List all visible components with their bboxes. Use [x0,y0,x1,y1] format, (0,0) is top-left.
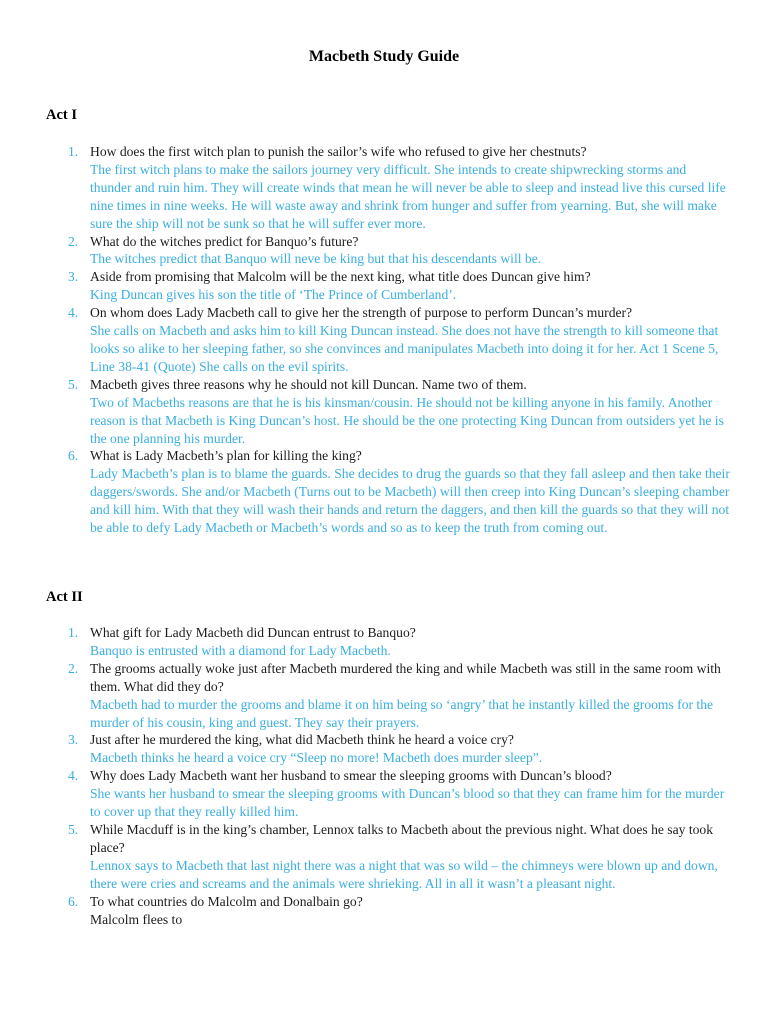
list-item [66,893,730,929]
list-item [66,624,730,660]
answer-text: Malcolm flees to [90,911,183,927]
answer-text: King Duncan gives his son the title of ‘The Prince of Cumberland’. [90,287,457,303]
question-text: What do the witches predict for Banquo’s future? [90,233,359,249]
answer-text: Banquo is entrusted with a diamond for Lady Macbeth. [90,642,391,658]
item-number: 6. [68,448,79,464]
question-text: While Macduff is in the king’s chamber, Lennox talks to Macbeth about the previous night. What does he say took place? [90,821,713,855]
question-text: Aside from promising that Malcolm will be the next king, what title does Duncan give him? [90,269,591,285]
list-item [66,660,730,732]
answer-text: She calls on Macbeth and asks him to kill King Duncan instead. She does not have the strength to kill someone that looks so alike to her sleeping father, so she convinces and manipulates Macbeth into doing it for her. Act 1 Scene 5, Line 38-41 (Quote) She calls on the evil spirits. [90,323,719,374]
question-text: What gift for Lady Macbeth did Duncan entrust to Banquo? [90,625,416,640]
act-heading: Act I [46,107,78,123]
question-text: How does the first witch plan to punish the sailor’s wife who refused to give her chestnuts? [90,144,587,159]
item-number: 4. [68,305,79,321]
answer-text: Macbeth thinks he heard a voice cry “Sleep no more! Macbeth does murder sleep”. [90,750,543,766]
list-item [66,731,730,767]
question-text: To what countries do Malcolm and Donalbain go? [90,893,363,909]
answer-text: Two of Macbeths reasons are that he is his kinsman/cousin. He should not be killing anyone in his family. Another reason is that Macbeth is King Duncan’s host. He should be the one protecting King Duncan from outsiders yet he is the one planning his murder. [90,394,724,446]
answer-text: Lady Macbeth’s plan is to blame the guards. She decides to drug the guards so that they fall asleep and then take their daggers/swords. She and/or Macbeth (Turns out to be Macbeth) will then creep into King Duncan’s sleeping chamber and kill him. With that they will wash their hands and return the daggers, and then kill the guards so that they will not be able to defy Lady Macbeth or Macbeth’s words and so as to keep the truth from coming out. [90,466,730,536]
question-text: What is Lady Macbeth’s plan for killing the king? [90,448,362,464]
list-item [66,376,730,448]
item-number: 1. [68,625,79,640]
question-list [66,624,730,928]
page-title: Macbeth Study Guide [308,48,460,65]
item-number: 4. [68,768,79,784]
list-item [66,821,730,893]
answer-text: The witches predict that Banquo will neve be king but that his descendants will be. [90,251,542,267]
question-text: Macbeth gives three reasons why he should not kill Duncan. Name two of them. [90,376,527,392]
list-item [66,447,730,537]
item-number: 3. [68,269,79,285]
item-number: 6. [68,893,79,909]
item-number: 5. [68,376,79,392]
list-item [66,268,730,304]
question-list [66,143,730,537]
act-heading: Act II [46,589,83,605]
item-number: 2. [68,660,79,676]
item-number: 3. [68,732,79,748]
list-item [66,304,730,376]
item-number: 2. [68,233,79,249]
question-text: Why does Lady Macbeth want her husband to smear the sleeping grooms with Duncan’s blood? [90,768,612,784]
list-item [66,233,730,269]
question-text: On whom does Lady Macbeth call to give her the strength of purpose to perform Duncan’s murder? [90,305,633,321]
answer-text: The first witch plans to make the sailors journey very difficult. She intends to create shipwrecking storms and thunder and ruin him. They will create winds that mean he will never be able to sleep and instead live this cursed life nine times in nine weeks. He will waste away and shrink from hunger and suffer from yearning. But, she will make sure the ship will not be sunk so that he will suffer ever more. [90,161,726,231]
question-text: The grooms actually woke just after Macbeth murdered the king and while Macbeth was still in the same room with them. What did they do? [90,660,721,694]
item-number: 1. [68,144,79,159]
list-item [66,767,730,821]
answer-text: She wants her husband to smear the sleeping grooms with Duncan’s blood so that they can frame him for the murder to cover up that they really killed him. [90,786,725,820]
answer-text: Lennox says to Macbeth that last night there was a night that was so wild – the chimneys were blown up and down, there were cries and screams and the animals were shrieking. All in all it wasn’t a pleasant night. [90,857,718,891]
answer-text: Macbeth had to murder the grooms and blame it on him being so ‘angry’ that he instantly killed the grooms for the murder of his cousin, king and guest. They say their prayers. [90,696,714,730]
item-number: 5. [68,821,79,837]
list-item [66,143,730,233]
question-text: Just after he murdered the king, what did Macbeth think he heard a voice cry? [90,732,514,748]
